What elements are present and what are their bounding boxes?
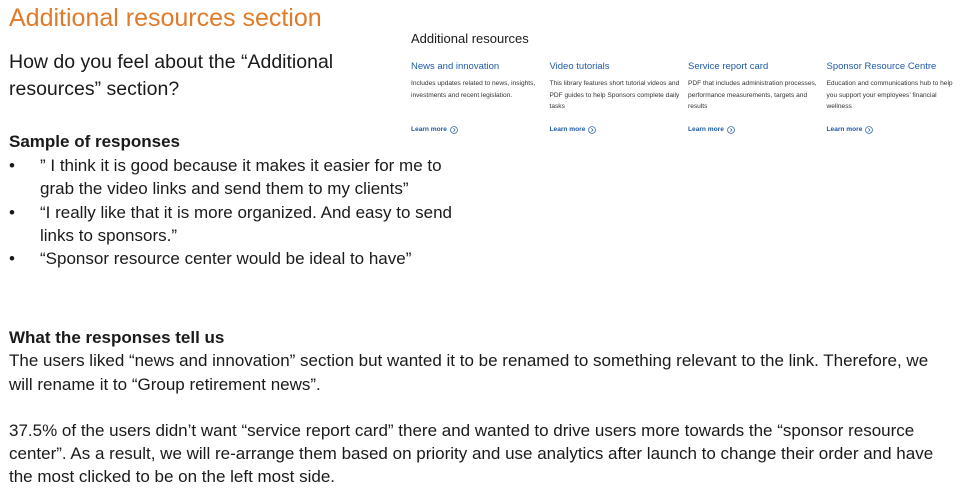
- card-title-link[interactable]: Video tutorials: [549, 61, 610, 72]
- card-title-link[interactable]: Sponsor Resource Centre: [826, 61, 937, 72]
- resource-cards: [411, 61, 957, 136]
- learn-more-label: Learn more: [826, 126, 863, 133]
- resource-card-sponsor: [827, 61, 958, 136]
- learn-more-link[interactable]: [688, 126, 735, 134]
- card-description: This library features short tutorial videos and PDF guides to help Sponsors complete daily tasks: [549, 80, 680, 111]
- card-title-link[interactable]: News and innovation: [411, 61, 500, 72]
- card-description: Includes updates related to news, insights, investments and recent legislation.: [411, 80, 536, 99]
- learn-more-link[interactable]: [550, 126, 597, 134]
- additional-resources-panel: [411, 31, 957, 146]
- learn-more-label: Learn more: [688, 126, 724, 133]
- circle-arrow-right-icon: [588, 126, 596, 134]
- learn-more-label: Learn more: [411, 126, 447, 133]
- response-quote: • “Sponsor resource center would be ideal to have”: [9, 247, 459, 270]
- circle-arrow-right-icon: [450, 126, 458, 134]
- resource-card-video: [550, 61, 681, 136]
- resource-card-service: [688, 61, 819, 136]
- response-quote: • ” I think it is good because it makes it easier for me to grab the video links and send them to my clients”: [9, 154, 459, 201]
- analysis-heading: What the responses tell us: [9, 328, 225, 347]
- circle-arrow-right-icon: [865, 126, 873, 134]
- response-quotes-list: [9, 154, 459, 270]
- survey-question: How do you feel about the “Additional resources” section?: [9, 51, 334, 100]
- sample-responses-heading: Sample of responses: [9, 132, 181, 151]
- panel-title: Additional resources: [411, 31, 529, 46]
- circle-arrow-right-icon: [727, 126, 735, 134]
- learn-more-link[interactable]: [411, 126, 458, 134]
- slide-title: Additional resources section: [9, 4, 322, 32]
- card-description: Education and communications hub to help you support your employees’ financial wellness: [826, 80, 953, 111]
- card-description: PDF that includes administration processes, performance measurements, targets and results: [688, 80, 817, 111]
- card-title-link[interactable]: Service report card: [688, 61, 769, 72]
- learn-more-link[interactable]: [827, 126, 874, 134]
- learn-more-label: Learn more: [549, 126, 586, 133]
- resource-card-news: [411, 61, 542, 136]
- analysis-paragraph-reorder: 37.5% of the users didn’t want “service report card” there and wanted to drive users more towards the “sponsor resource center”. As a result, we will re-arrange them based on priority and use analytics after launch to change their order and have the most clicked to be on the left most side.: [9, 420, 934, 487]
- analysis-section: [9, 326, 954, 489]
- response-quote: • “I really like that it is more organized. And easy to send links to sponsors.”: [9, 201, 459, 248]
- analysis-paragraph-rename: The users liked “news and innovation” section but wanted it to be renamed to something relevant to the link. Therefore, we will rename it to “Group retirement news”.: [9, 351, 929, 394]
